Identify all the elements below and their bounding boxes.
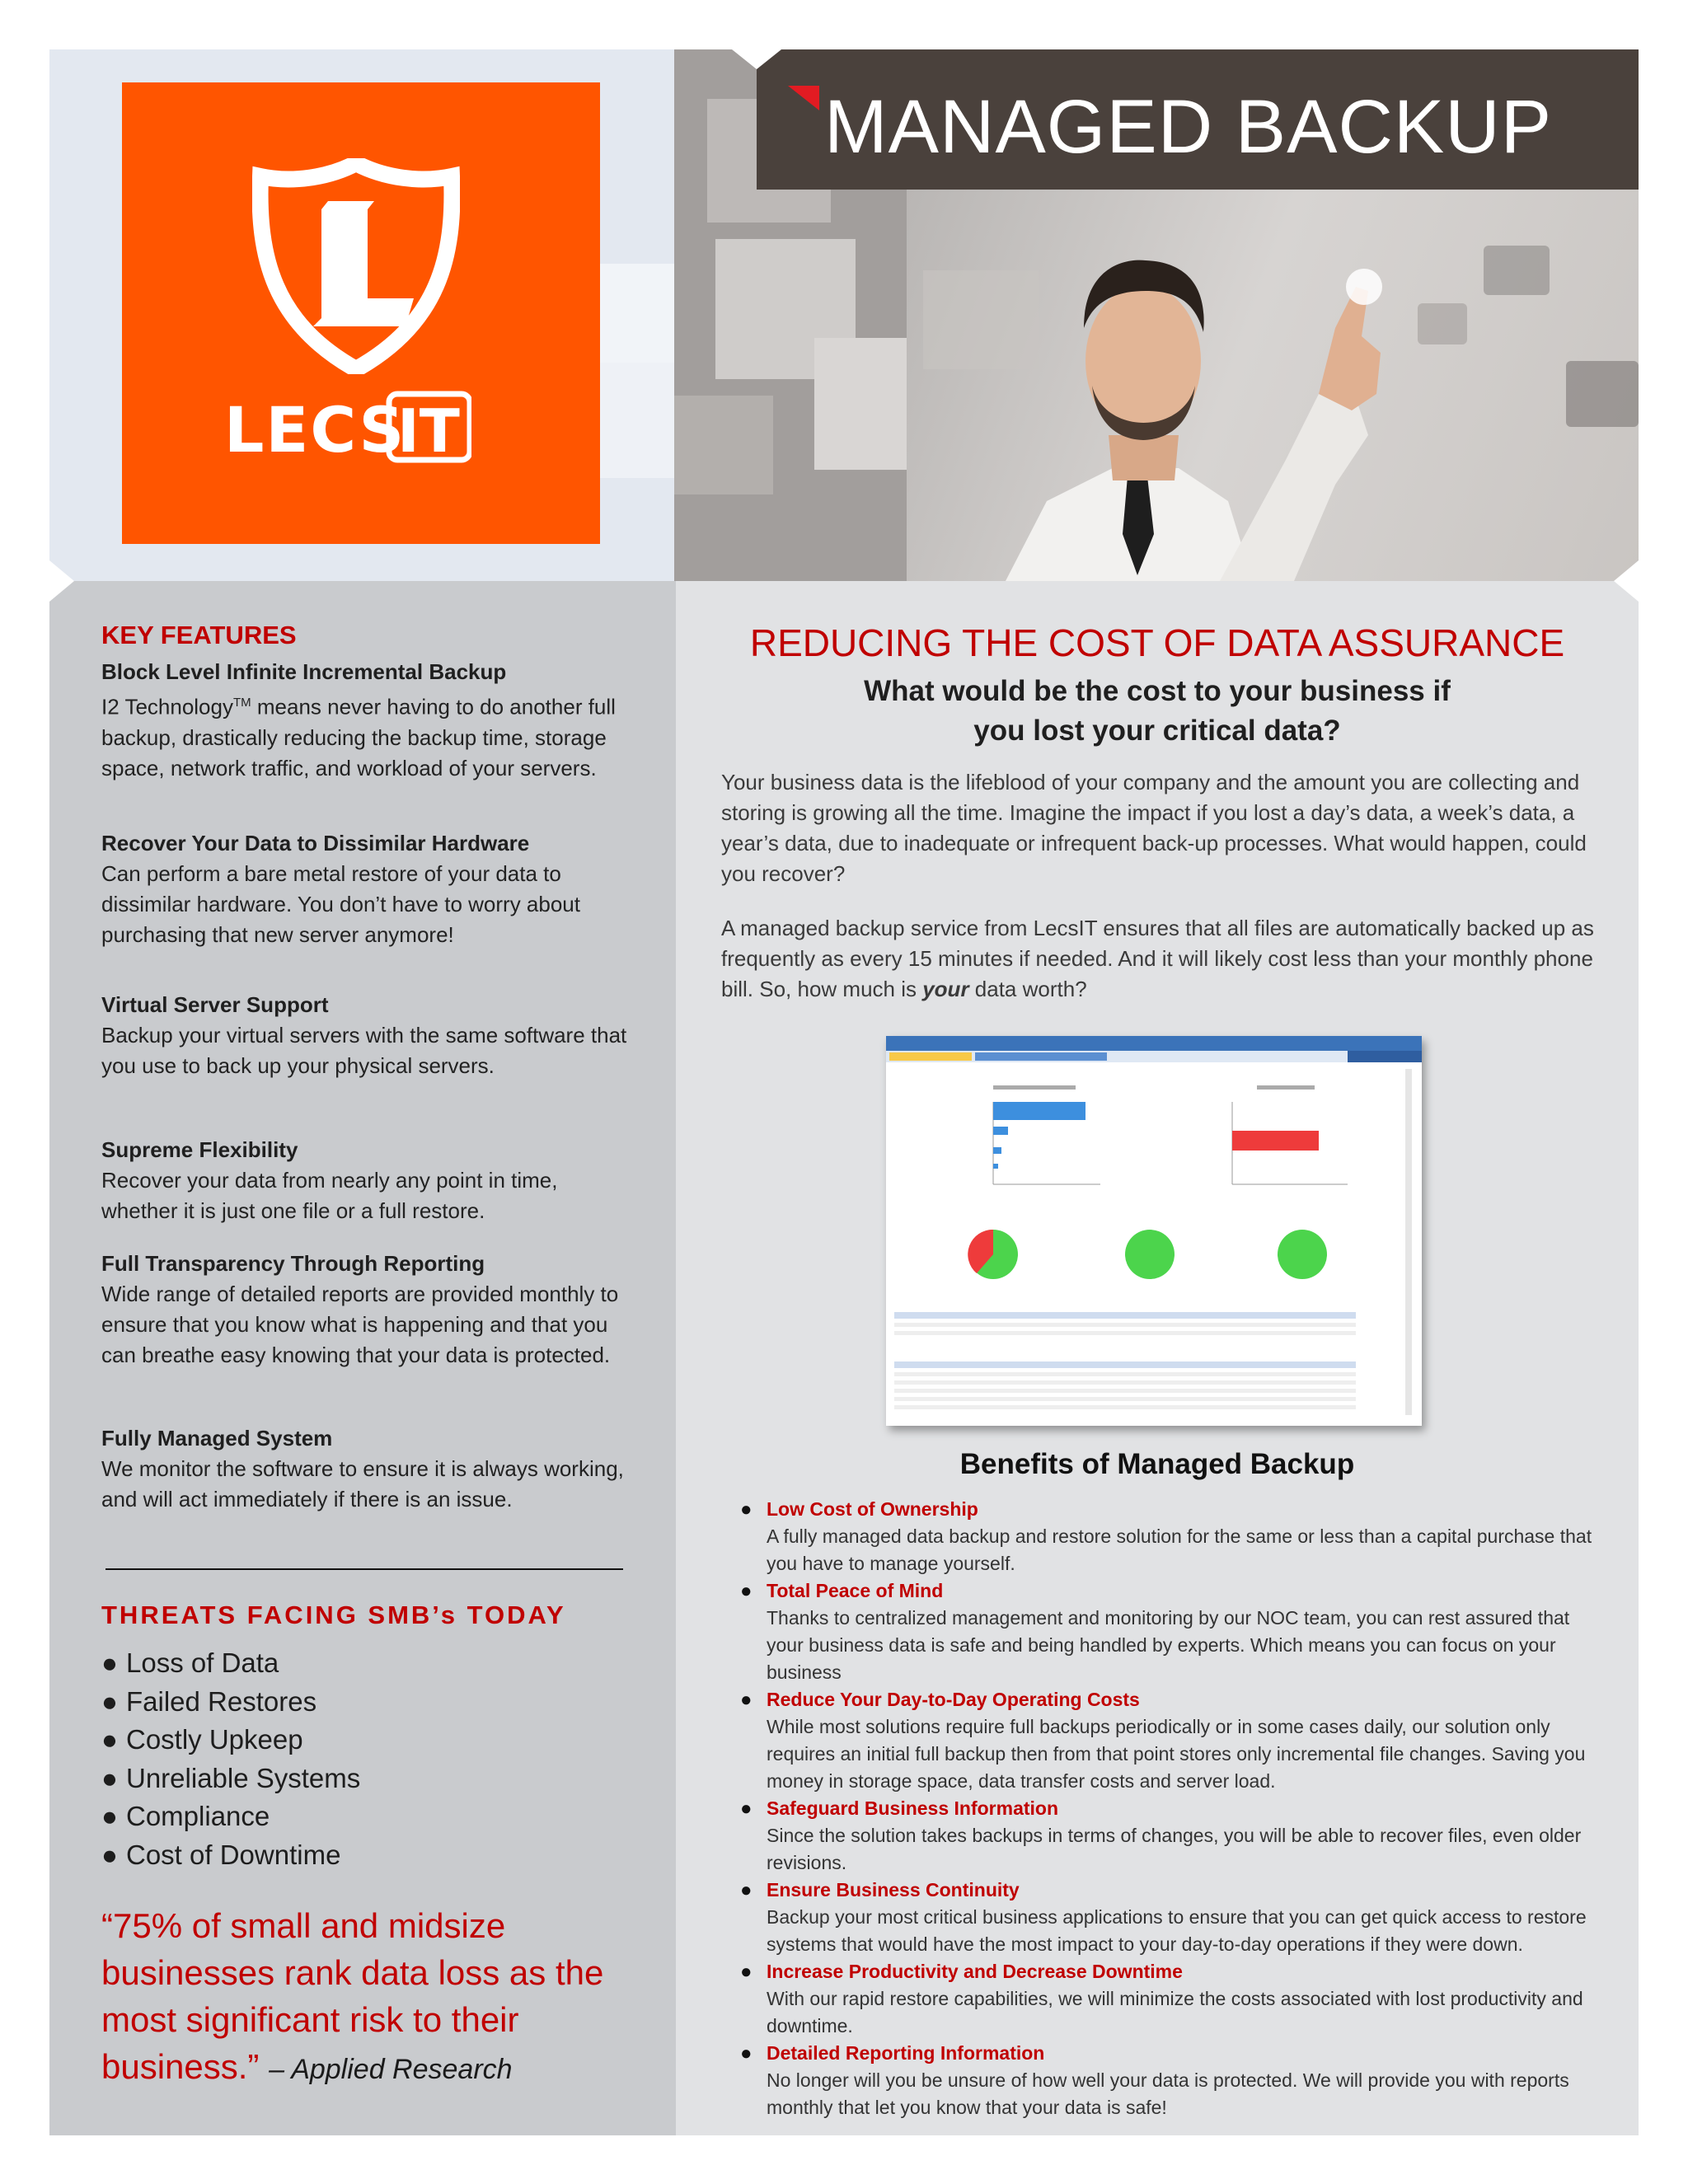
list-item: ● Reduce Your Day-to-Day Operating Costs While most solutions require full backups periodically or in some cases daily, our solution only requires an initial full backup then from that point stores only incremental file changes. Saving you money in storage space, data transfer costs and server load. bbox=[734, 1686, 1607, 1795]
key-features-title: KEY FEATURES bbox=[101, 621, 297, 649]
bullet-icon: ● bbox=[101, 1647, 118, 1678]
report-dashboard-screenshot bbox=[886, 1036, 1422, 1426]
feature-title: Recover Your Data to Dissimilar Hardware bbox=[101, 831, 530, 855]
feature-text: Wide range of detailed reports are provided monthly to ensure that you know what is happening and that you can breathe easy knowing that your data is protected. bbox=[101, 1282, 619, 1367]
list-item: ● Total Peace of Mind Thanks to centralized management and monitoring by our NOC team, you can rest assured that your business data is safe and being handled by experts. Which means you can focus on your business bbox=[734, 1577, 1607, 1686]
bullet-icon: ● bbox=[101, 1839, 118, 1870]
feature-title: Virtual Server Support bbox=[101, 992, 329, 1017]
feature-text: I2 Technology™ means never having to do another full backup, drastically reducing the backup time, storage space, network traffic, and workload of your servers. bbox=[101, 694, 616, 780]
feature-title: Block Level Infinite Incremental Backup bbox=[101, 659, 507, 684]
bullet-icon: ● bbox=[740, 1797, 753, 1820]
feature-item bbox=[101, 1135, 637, 1226]
bullet-icon: ● bbox=[740, 1961, 753, 1983]
quote bbox=[101, 1902, 645, 2093]
feature-text: We monitor the software to ensure it is always working, and will act immediately if there is an issue. bbox=[101, 1456, 624, 1511]
bullet-icon: ● bbox=[740, 1689, 753, 1711]
decorative-notch bbox=[1614, 560, 1639, 602]
benefits-title: Benefits of Managed Backup bbox=[959, 1448, 1355, 1480]
list-item: ● Detailed Reporting Information No longer will you be unsure of how well your data is protected. We will provide you with reports monthly that let you know that your data is safe! bbox=[734, 2040, 1607, 2121]
hero-banner bbox=[674, 49, 1639, 581]
service-paragraph: A managed backup service from LecsIT ensures that all files are automatically backed up as frequently as every 15 minutes if needed. And it will likely cost less than your monthly phone bill. So, how much is your data worth? bbox=[721, 916, 1594, 1001]
list-item: ● Increase Productivity and Decrease Downtime With our rapid restore capabilities, we will minimize the costs associated with lost productivity and downtime. bbox=[734, 1958, 1607, 2040]
bullet-icon: ● bbox=[101, 1685, 118, 1717]
bullet-icon: ● bbox=[101, 1762, 118, 1793]
feature-item bbox=[101, 828, 637, 950]
quote-text: “75% of small and midsize businesses rank data loss as the most significant risk to their business.” bbox=[101, 1906, 604, 2086]
feature-text: Can perform a bare metal restore of your data to dissimilar hardware. You don’t have to worry about purchasing that new server anymore! bbox=[101, 861, 580, 947]
feature-item bbox=[101, 990, 637, 1081]
feature-text: Recover your data from nearly any point in time, whether it is just one file or a full restore. bbox=[101, 1168, 558, 1223]
feature-title: Fully Managed System bbox=[101, 1426, 333, 1451]
bullet-icon: ● bbox=[740, 1580, 753, 1602]
main-heading: REDUCING THE COST OF DATA ASSURANCE bbox=[749, 621, 1565, 664]
bullet-icon: ● bbox=[740, 1498, 753, 1521]
feature-item bbox=[101, 1423, 637, 1515]
page-title: MANAGED BACKUP bbox=[824, 85, 1553, 169]
list-item: ● Compliance bbox=[101, 1797, 360, 1836]
svg-text:IT: IT bbox=[397, 396, 460, 466]
threat-list bbox=[101, 1644, 360, 1874]
bullet-icon: ● bbox=[101, 1801, 118, 1831]
main-content-column bbox=[676, 581, 1639, 2135]
bullet-icon: ● bbox=[740, 2042, 753, 2064]
intro-paragraph: Your business data is the lifeblood of your company and the amount you are collecting and storing is growing all the time. Imagine the impact if you lost a day’s data, a week’s data, a year’s data, due to inadequate or infrequent back-up processes. What would happen, could you recover? bbox=[721, 770, 1587, 886]
feature-item bbox=[101, 657, 637, 784]
divider bbox=[106, 1568, 623, 1570]
list-item: ● Safeguard Business Information Since the solution takes backups in terms of changes, you will be able to recover files, even older revisions. bbox=[734, 1795, 1607, 1877]
list-item: ● Cost of Downtime bbox=[101, 1836, 360, 1875]
feature-title: Full Transparency Through Reporting bbox=[101, 1251, 485, 1276]
bullet-icon: ● bbox=[101, 1724, 118, 1755]
businessman-illustration bbox=[907, 188, 1639, 581]
businessman-photo bbox=[907, 188, 1639, 581]
quote-attribution: – Applied Research bbox=[269, 2054, 513, 2085]
bullet-icon: ● bbox=[740, 1879, 753, 1901]
report-dashboard-image bbox=[886, 1036, 1422, 1426]
list-item: ● Unreliable Systems bbox=[101, 1760, 360, 1798]
list-item: ● Low Cost of Ownership A fully managed data backup and restore solution for the same or less than a capital purchase that you have to manage yourself. bbox=[734, 1496, 1607, 1577]
feature-text: Backup your virtual servers with the same software that you use to back up your physical servers. bbox=[101, 1023, 627, 1078]
list-item: ● Loss of Data bbox=[101, 1644, 360, 1683]
list-item: ● Failed Restores bbox=[101, 1683, 360, 1722]
red-accent-icon bbox=[788, 86, 819, 110]
feature-item bbox=[101, 1249, 637, 1371]
decorative-notch bbox=[49, 560, 74, 602]
key-features-column bbox=[49, 581, 676, 2135]
benefits-list bbox=[734, 1496, 1607, 2121]
svg-text:LECS: LECS bbox=[224, 393, 406, 466]
decorative-notch bbox=[732, 49, 781, 69]
threats-title: THREATS FACING SMB’s TODAY bbox=[101, 1601, 566, 1629]
feature-title: Supreme Flexibility bbox=[101, 1137, 298, 1162]
list-item: ● Ensure Business Continuity Backup your most critical business applications to ensure that you can get quick access to restore systems that would have the most impact to your day-to-day operations if they were down. bbox=[734, 1877, 1607, 1958]
shield-icon bbox=[252, 158, 460, 374]
question-heading: What would be the cost to your business if you lost your critical data? bbox=[864, 675, 1451, 747]
lecsit-wordmark bbox=[224, 387, 471, 466]
list-item: ● Costly Upkeep bbox=[101, 1721, 360, 1760]
lecsit-logo bbox=[122, 82, 600, 544]
